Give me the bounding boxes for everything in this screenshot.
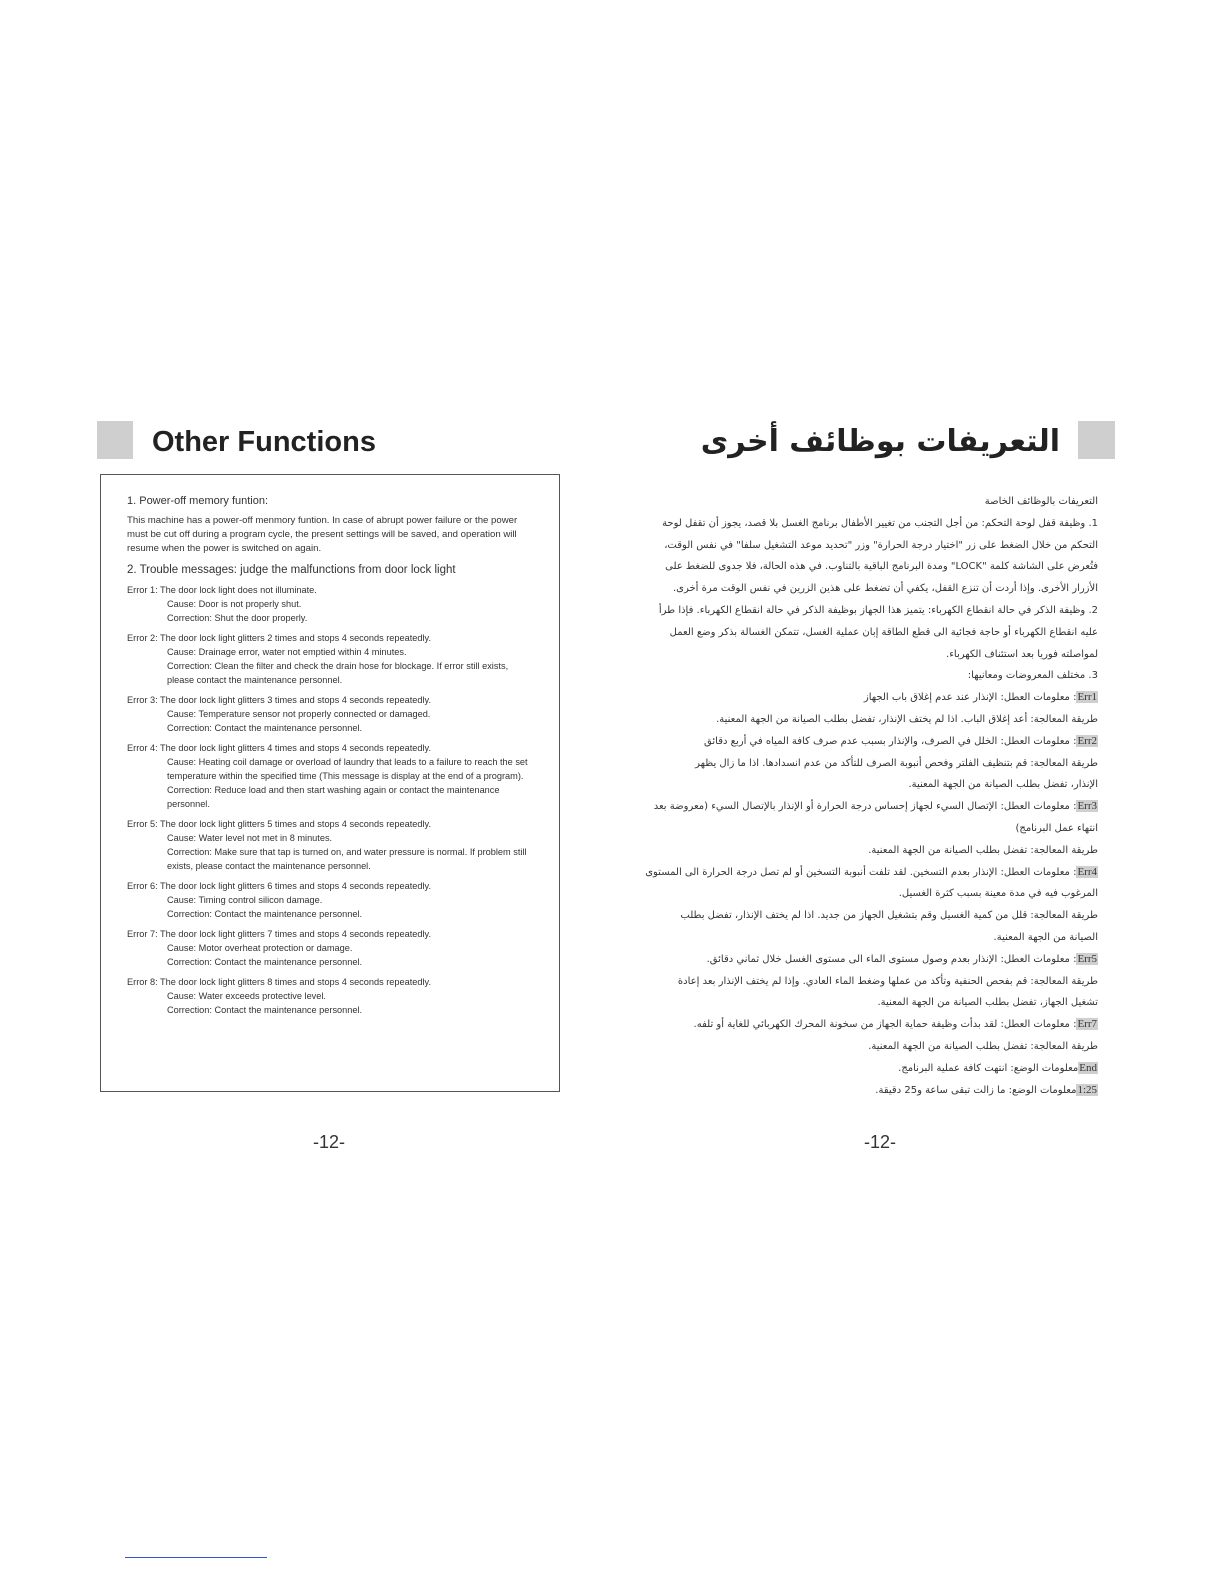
arabic-line-text: 2. وظيفة الذكر في حالة انقطاع الكهرباء: يتميز هذا الجهاز بوظيفة الذكر في حالة انقطاع الكهرباء. فإذا طرأ	[658, 604, 1098, 616]
left-page-title: Other Functions	[152, 426, 376, 458]
arabic-line	[640, 491, 1098, 513]
error-heading: Error 1: The door lock light does not illuminate.	[127, 585, 317, 595]
arabic-line	[640, 578, 1098, 600]
error-cause: Cause: Timing control silicon damage.	[167, 895, 323, 905]
arabic-line-text: 3. مختلف المعروضات ومعانيها:	[967, 670, 1098, 682]
arabic-line	[640, 949, 1098, 971]
arabic-line	[640, 774, 1098, 796]
error-item	[127, 583, 537, 625]
status-code-badge: 1:25	[1077, 1083, 1097, 1096]
arabic-column	[640, 491, 1098, 1101]
error-correction: Correction: Contact the maintenance personnel.	[167, 957, 363, 967]
arabic-line-text: معلومات الوضع: ما زالت تبقى ساعة و25 دقيقة.	[875, 1084, 1077, 1096]
arabic-line	[640, 883, 1098, 905]
status-code-badge: Err3	[1077, 800, 1097, 813]
arabic-line-text: طريقة المعالجة: قم بفحص الحنفية وتأكد من عملها وضغط الماء العادي. وإذا لم يختف الإنذار بعد إعادة	[677, 975, 1098, 987]
status-code-badge: Err4	[1077, 865, 1097, 878]
error-cause: Cause: Water exceeds protective level.	[167, 991, 326, 1001]
arabic-line-text: التعريفات بالوظائف الخاصة	[984, 496, 1098, 507]
left-section-tab	[97, 421, 133, 459]
arabic-line-text: طريقة المعالجة: قم بتنظيف الفلتر وفحص أنبوبة الصرف للتأكد من عدم انسدادها. اذا ما زال يظهر	[695, 757, 1098, 769]
error-item	[127, 879, 537, 921]
arabic-line-text: الإنذار، تفضل بطلب الصيانة من الجهة المعنية.	[908, 779, 1098, 791]
arabic-line-text: طريقة المعالجة: تفضل بطلب الصيانة من الجهة المعنية.	[868, 844, 1098, 856]
arabic-line-text: : معلومات العطل: الإنذار بعدم وصول مستوى الماء الى مستوى الغسل خلال ثماني دقائق.	[706, 953, 1077, 965]
error-correction: Correction: Contact the maintenance personnel.	[167, 723, 363, 733]
left-page-number: -12-	[313, 1132, 346, 1152]
error-cause: Cause: Water level not met in 8 minutes.	[167, 833, 333, 843]
arabic-line-text: تشغيل الجهاز، تفضل بطلب الصيانة من الجهة المعنية.	[877, 997, 1098, 1009]
arabic-line	[640, 905, 1098, 927]
status-code-badge: End	[1079, 1061, 1097, 1074]
arabic-line	[640, 840, 1098, 862]
arabic-line	[640, 862, 1098, 884]
error-correction: Correction: Shut the door properly.	[167, 613, 308, 623]
error-heading: Error 3: The door lock light glitters 3 times and stops 4 seconds repeatedly.	[127, 695, 432, 705]
error-cause: Cause: Drainage error, water not emptied within 4 minutes.	[167, 647, 407, 657]
trouble-messages-heading: 2. Trouble messages: judge the malfunctions from door lock light	[127, 564, 456, 576]
arabic-line	[640, 709, 1098, 731]
functions-panel-content	[127, 495, 537, 1017]
error-correction: Correction: Contact the maintenance personnel.	[167, 909, 363, 919]
right-section-tab	[1078, 421, 1115, 459]
error-heading: Error 7: The door lock light glitters 7 times and stops 4 seconds repeatedly.	[127, 929, 432, 939]
error-cause: Cause: Heating coil damage or overload of laundry that leads to a failure to reach the set temperature within the specified time (This message is display at the end of a program).	[167, 757, 528, 781]
arabic-line-text: الأزرار الأخرى. وإذا أردت أن تنزع القفل، يكفي أن تضغط على هذين الزرين في نفس الوقت مرة أخرى.	[672, 583, 1098, 595]
arabic-line-text: انتهاء عمل البرنامج)	[1015, 822, 1098, 834]
arabic-line-text: فتُعرض على الشاشة كلمة "LOCK" ومدة البرنامج الباقية بالتناوب. في هذه الحالة، فلا جدوى للضغط على	[665, 561, 1098, 573]
power-off-memory-heading: 1. Power-off memory funtion:	[127, 495, 269, 507]
arabic-line-text: عليه انقطاع الكهرباء أو حاجة فجائية الى قطع الطاقة إبان عملية الغسل، تتمكن الغسالة بذكر وضع العمل	[669, 626, 1098, 638]
arabic-line	[640, 992, 1098, 1014]
error-cause: Cause: Door is not properly shut.	[167, 599, 302, 609]
status-code-badge: Err2	[1077, 734, 1097, 747]
arabic-line-text: طريقة المعالجة: أعد إغلاق الباب. اذا لم يختف الإنذار، تفضل بطلب الصيانة من الجهة المعنية.	[716, 713, 1098, 725]
error-cause: Cause: Temperature sensor not properly connected or damaged.	[167, 709, 431, 719]
arabic-line	[640, 513, 1098, 535]
arabic-line-text: التحكم من خلال الضغط على زر "اختيار درجة الحرارة" وزر "تحديد موعد التشغيل سلفا" في نفس الوقت،	[664, 539, 1098, 551]
arabic-line	[640, 556, 1098, 578]
error-item	[127, 741, 537, 811]
arabic-line	[640, 731, 1098, 753]
arabic-line-text: المرغوب فيه في مدة معينة بسبب كثرة الغسيل.	[898, 888, 1098, 900]
right-page-number: -12-	[864, 1132, 897, 1152]
functions-panel	[100, 474, 560, 1092]
arabic-line	[640, 753, 1098, 775]
arabic-line-text: 1. وظيفة قفل لوحة التحكم: من أجل التجنب من تغيير الأطفال برنامج الغسل بلا قصد، يجوز أن تقفل لوحة	[662, 517, 1098, 529]
arabic-line-text: لمواصلته فوريا بعد استئناف الكهرباء.	[946, 648, 1098, 660]
status-code-badge: Err1	[1077, 691, 1097, 704]
arabic-line	[640, 1014, 1098, 1036]
error-heading: Error 6: The door lock light glitters 6 times and stops 4 seconds repeatedly.	[127, 881, 432, 891]
error-correction: Correction: Clean the filter and check the drain hose for blockage. If error still exists, please contact the maintenance personnel.	[167, 661, 509, 685]
error-correction: Correction: Contact the maintenance personnel.	[167, 1005, 363, 1015]
arabic-line-text: طريقة المعالجة: قلل من كمية الغسيل وقم بتشغيل الجهاز من جديد. اذا لم يختف الإنذار، تفضل بطلب	[680, 910, 1098, 922]
arabic-line	[640, 971, 1098, 993]
error-item	[127, 817, 537, 873]
arabic-line	[640, 622, 1098, 644]
status-code-badge: Err5	[1077, 952, 1097, 965]
error-list	[127, 583, 537, 1017]
error-heading: Error 2: The door lock light glitters 2 times and stops 4 seconds repeatedly.	[127, 633, 432, 643]
arabic-line-text: معلومات الوضع: انتهت كافة عملية البرنامج.	[898, 1062, 1079, 1074]
arabic-line-text: طريقة المعالجة: تفضل بطلب الصيانة من الجهة المعنية.	[868, 1040, 1098, 1052]
error-item	[127, 693, 537, 735]
arabic-line-text: : معلومات العطل: لقد بدأت وظيفة حماية الجهاز من سخونة المحرك الكهربائي للغاية أو تلفه.	[693, 1019, 1077, 1031]
arabic-line	[640, 818, 1098, 840]
arabic-line	[640, 1036, 1098, 1058]
error-item	[127, 631, 537, 687]
arabic-line-text: : معلومات العطل: الإتصال السيء لجهاز إحساس درجة الحرارة أو الإنذار بالإتصال السيء (معروضة بعد	[653, 801, 1077, 813]
arabic-line	[640, 796, 1098, 818]
footer-rule	[125, 1557, 267, 1558]
arabic-line	[640, 665, 1098, 687]
error-heading: Error 8: The door lock light glitters 8 times and stops 4 seconds repeatedly.	[127, 977, 432, 987]
arabic-line	[640, 687, 1098, 709]
right-page-title: التعريفات بوظائف أخرى	[700, 424, 1060, 459]
arabic-line	[640, 1080, 1098, 1102]
arabic-line	[640, 535, 1098, 557]
error-heading: Error 5: The door lock light glitters 5 times and stops 4 seconds repeatedly.	[127, 819, 432, 829]
status-code-badge: Err7	[1077, 1018, 1097, 1031]
arabic-line-text: الصيانة من الجهة المعنية.	[993, 931, 1098, 943]
error-correction: Correction: Make sure that tap is turned on, and water pressure is normal. If problem still exists, please contact the maintenance personnel.	[167, 847, 527, 871]
arabic-line-text: : معلومات العطل: الخلل في الصرف، والإنذار بسبب عدم صرف كافة المياه في أربع دقائق	[704, 735, 1077, 747]
error-cause: Cause: Motor overheat protection or damage.	[167, 943, 353, 953]
error-item	[127, 927, 537, 969]
arabic-line	[640, 1058, 1098, 1080]
arabic-line-text: : معلومات العطل: الإنذار عند عدم إغلاق باب الجهاز	[863, 692, 1077, 704]
error-heading: Error 4: The door lock light glitters 4 times and stops 4 seconds repeatedly.	[127, 743, 432, 753]
power-off-memory-text: This machine has a power-off menmory funtion. In case of abrupt power failure or the power must be cut off during a program cycle, the present settings will be saved, and operation will resume when the power is switched on again.	[127, 515, 518, 554]
arabic-line-text: : معلومات العطل: الإنذار بعدم التسخين. لقد تلفت أنبوبة التسخين أو لم تصل درجة الحرارة الى المستوى	[645, 866, 1077, 878]
error-correction: Correction: Reduce load and then start washing again or contact the maintenance personnel.	[167, 785, 500, 809]
arabic-line	[640, 644, 1098, 666]
error-item	[127, 975, 537, 1017]
arabic-line	[640, 927, 1098, 949]
arabic-line	[640, 600, 1098, 622]
